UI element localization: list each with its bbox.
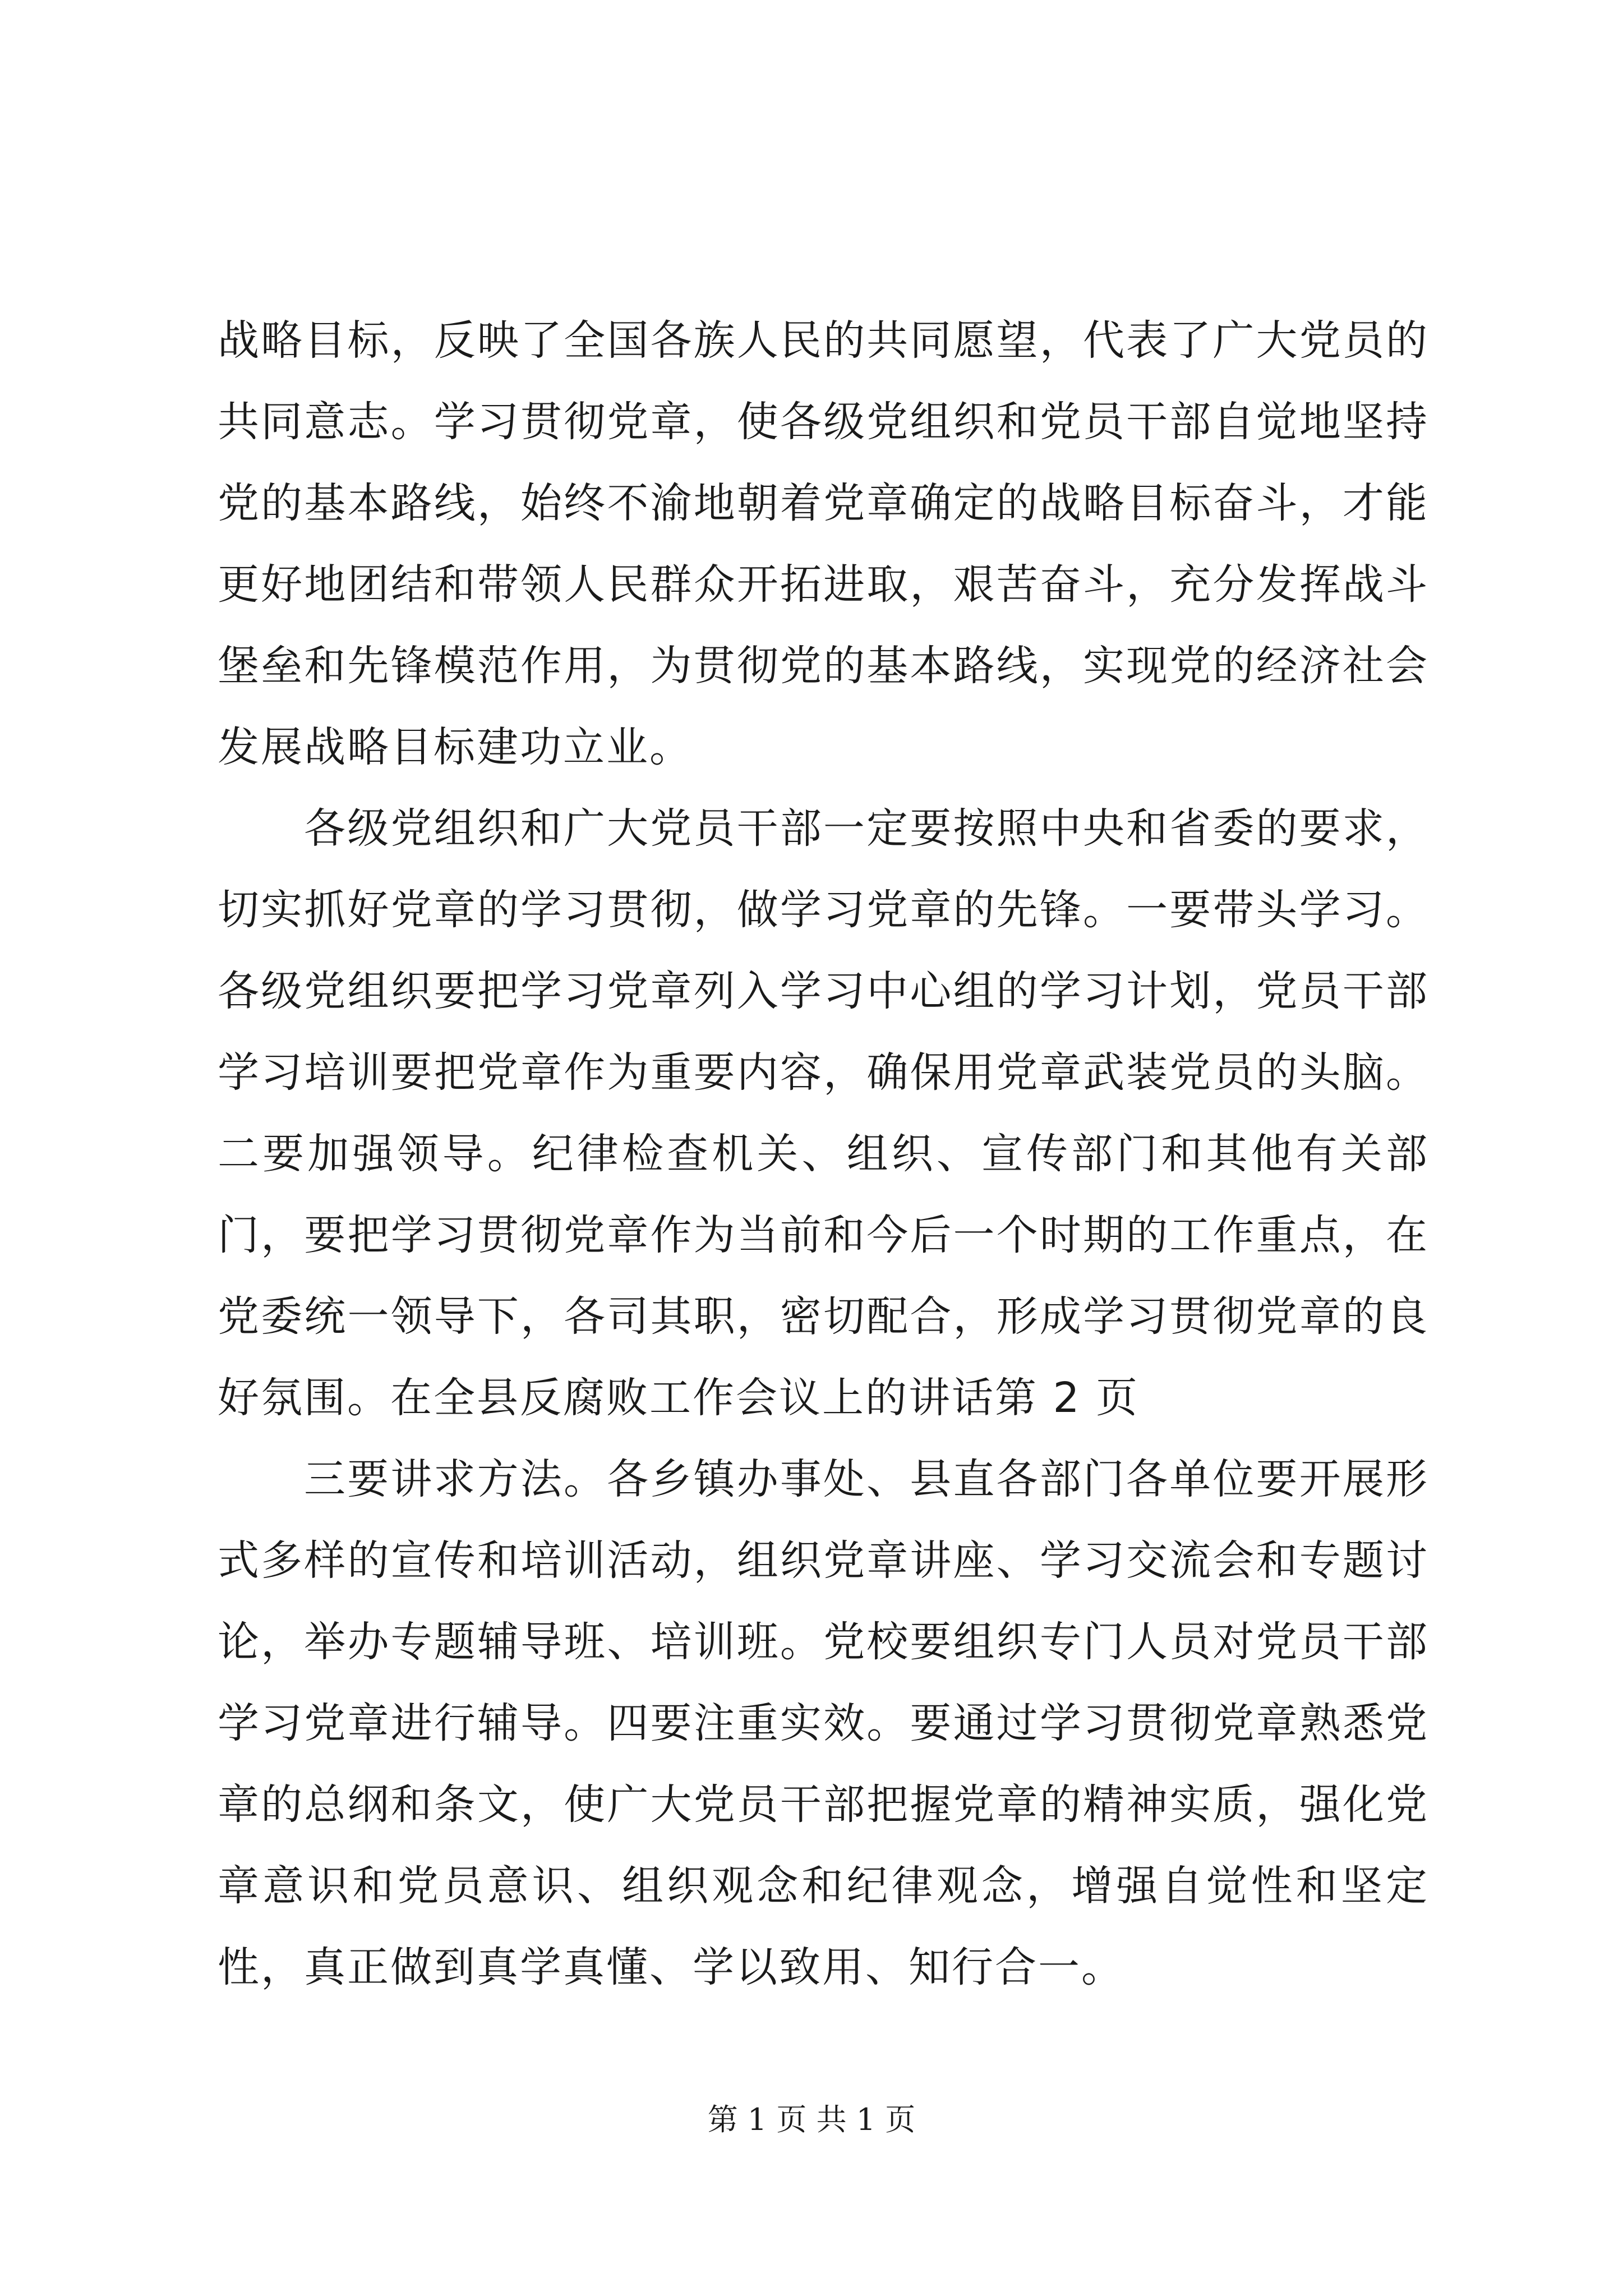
paragraph-methods-and-effectiveness: 三要讲求方法。各乡镇办事处、县直各部门各单位要开展形式多样的宣传和培训活动，组织党章讲座、学习交流会和专题讨论，举办专题辅导班、培训班。党校要组织专门人员对党员干部学习党章进行辅导。四要注重实效。要通过学习贯彻党章熟悉党章的总纲和条文，使广大党员干部把握党章的精神实质，强化党章意识和党员意识、组织观念和纪律观念，增强自觉性和坚定性，真正做到真学真懂、学以致用、知行合一。	[218, 1455, 1429, 1991]
page-number-footer: 第 1 页 共 1 页	[707, 2102, 916, 2137]
document-body	[218, 300, 1429, 2008]
paragraph-continuation: 战略目标，反映了全国各族人民的共同愿望，代表了广大党员的共同意志。学习贯彻党章，使各级党组织和党员干部自觉地坚持党的基本路线，始终不渝地朝着党章确定的战略目标奋斗，才能更好地团结和带领人民群众开拓进取，艰苦奋斗，充分发挥战斗堡垒和先锋模范作用，为贯彻党的基本路线，实现党的经济社会发展战略目标建功立业。	[218, 316, 1429, 771]
paragraph-study-requirements: 各级党组织和广大党员干部一定要按照中央和省委的要求，切实抓好党章的学习贯彻，做学习党章的先锋。一要带头学习。各级党组织要把学习党章列入学习中心组的学习计划，党员干部学习培训要把党章作为重要内容，确保用党章武装党员的头脑。二要加强领导。纪律检查机关、组织、宣传部门和其他有关部门，要把学习贯彻党章作为当前和今后一个时期的工作重点，在党委统一领导下，各司其职，密切配合，形成学习贯彻党章的良好氛围。在全县反腐败工作会议上的讲话第 2 页	[218, 804, 1429, 1422]
